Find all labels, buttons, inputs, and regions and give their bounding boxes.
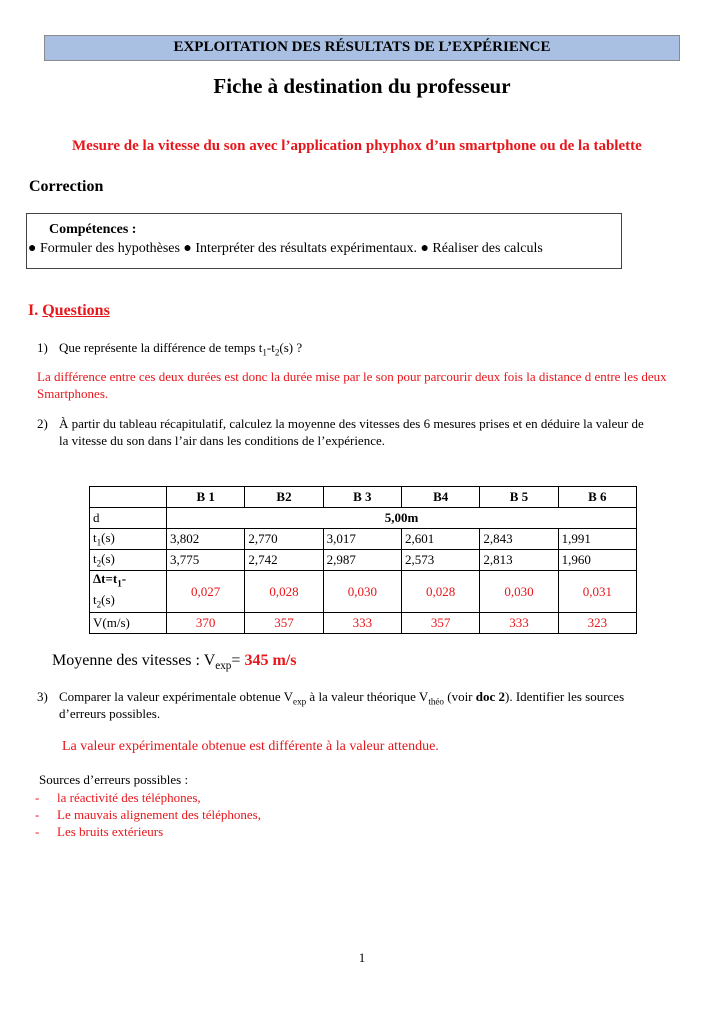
question-3-number: 3) [37, 689, 48, 704]
table-cell: 2,770 [245, 529, 323, 550]
table-cell: 0,031 [558, 571, 636, 613]
row-label-delta-t: $\Delta t=t_1-$ $t_2(s)$ [90, 571, 167, 613]
table-cell: 2,843 [480, 529, 558, 550]
table-cell: 2,742 [245, 550, 323, 571]
question-2-line1: À partir du tableau récapitulatif, calculez la moyenne des vitesses des 6 mesures prises et en déduire la valeur de [59, 416, 644, 431]
table-cell: 2,573 [401, 550, 479, 571]
table-cell: 2,601 [401, 529, 479, 550]
table-header: B 5 [480, 487, 558, 508]
average-speed: Moyenne des vitesses : $V_{exp}= 345$ m/s [52, 652, 297, 673]
table-cell: 0,027 [167, 571, 245, 613]
table-cell: 1,991 [558, 529, 636, 550]
table-cell: 357 [245, 613, 323, 634]
table-header: B 1 [167, 487, 245, 508]
section-number: I. [28, 302, 39, 319]
table-header: B2 [245, 487, 323, 508]
table-header-row [90, 487, 637, 508]
page-number: 1 [358, 950, 366, 965]
question-3-line1: Comparer la valeur expérimentale obtenue $V_{exp}$ à la valeur théorique $V_{théo}$ (voir doc 2). Identifier les sources [59, 689, 625, 707]
question-2-line2: la vitesse du son dans l’air dans les conditions de l’expérience. [59, 433, 385, 448]
table-cell: 2,987 [323, 550, 401, 571]
table-cell: 370 [167, 613, 245, 634]
table-cell: 1,960 [558, 550, 636, 571]
table-cell: 0,028 [245, 571, 323, 613]
table-cell: 333 [323, 613, 401, 634]
table-header: B4 [401, 487, 479, 508]
question-1 [37, 340, 697, 358]
section-heading [28, 302, 110, 320]
question-1-number: 1) [37, 340, 48, 355]
row-label-velocity: V(m/s) [90, 613, 167, 634]
question-1-text: Que représente la différence de temps $t_1-t_2(s)$ ? [59, 340, 303, 358]
question-2 [37, 416, 717, 452]
answer-1-line2: Smartphones. [37, 386, 109, 401]
table-header: B 3 [323, 487, 401, 508]
table-row-velocity [90, 613, 637, 634]
table-row-t1 [90, 529, 637, 550]
page-subtitle: Mesure de la vitesse du son avec l’application phyphox d’un smartphone ou de la tablette [72, 138, 642, 154]
question-2-number: 2) [37, 416, 48, 431]
table-row-t2 [90, 550, 637, 571]
table-cell: 3,802 [167, 529, 245, 550]
question-3-line2: d’erreurs possibles. [59, 706, 161, 721]
question-3 [37, 689, 717, 725]
competences-box [26, 213, 622, 269]
table-header: B 6 [558, 487, 636, 508]
row-label-t1: $t_1(s)$ [90, 529, 167, 550]
table-cell: 0,030 [480, 571, 558, 613]
correction-heading: Correction [29, 178, 104, 195]
table-cell: 323 [558, 613, 636, 634]
table-row-distance [90, 508, 637, 529]
competences-list: ● Formuler des hypothèses ● Interpréter des résultats expérimentaux. ● Réaliser des calculs [28, 241, 543, 256]
table-cell: 333 [480, 613, 558, 634]
measurements-table [89, 486, 637, 634]
section-title: Questions [42, 302, 110, 319]
error-sources-title: Sources d’erreurs possibles : [39, 772, 189, 787]
average-speed-value: 345 m/s [244, 652, 297, 669]
competences-title: Compétences : [49, 222, 137, 237]
page-banner: EXPLOITATION DES RÉSULTATS DE L’EXPÉRIENCE [44, 35, 680, 61]
table-cell: 3,017 [323, 529, 401, 550]
table-cell: 0,030 [323, 571, 401, 613]
table-corner-cell [90, 487, 167, 508]
row-label-t2: $t_2(s)$ [90, 550, 167, 571]
answer-1-line1: La différence entre ces deux durées est donc la durée mise par le son pour parcourir deux fois la distance d entre les deux [37, 369, 667, 384]
table-cell: 2,813 [480, 550, 558, 571]
table-cell: 3,775 [167, 550, 245, 571]
row-label-d: d [90, 508, 167, 529]
distance-value: 5,00m [167, 508, 637, 529]
answer-3: La valeur expérimentale obtenue est différente à la valeur attendue. [62, 739, 439, 754]
table-row-delta-t [90, 571, 637, 613]
page-title: Fiche à destination du professeur [213, 74, 511, 98]
table-cell: 357 [401, 613, 479, 634]
table-cell: 0,028 [401, 571, 479, 613]
